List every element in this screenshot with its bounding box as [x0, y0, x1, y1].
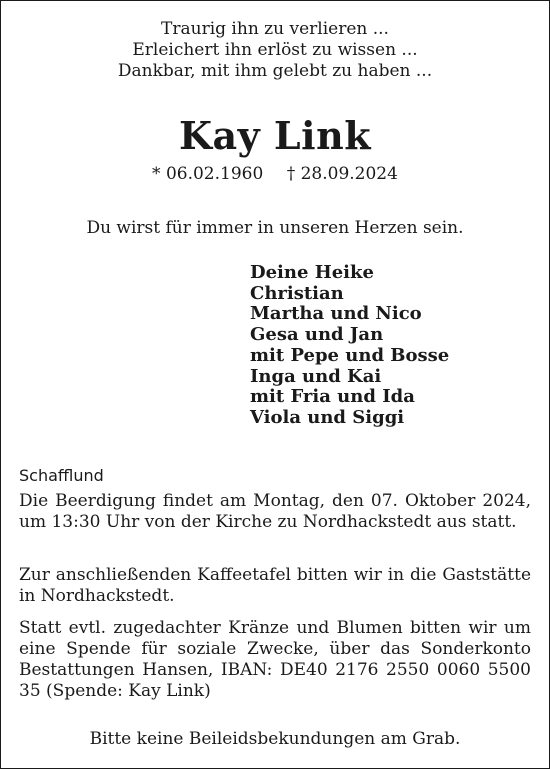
deceased-name: Kay Link — [178, 113, 372, 158]
mourners-list — [250, 263, 449, 429]
mourner: Viola und Siggi — [250, 406, 405, 428]
closing-note: Bitte keine Beileidsbekundungen am Grab. — [89, 729, 461, 749]
motto: Du wirst für immer in unseren Herzen sein. — [86, 218, 464, 238]
funeral-paragraph: Die Beerdigung findet am Montag, den 07. Oktober 2024, um 13:30 Uhr von der Kirche zu Nordhackstedt aus statt. — [19, 491, 531, 532]
birth-date: * 06.02.1960 — [152, 164, 264, 184]
mourner: mit Fria und Ida — [250, 386, 415, 408]
reception-paragraph: Zur anschließenden Kaffeetafel bitten wir in die Gaststätte in Nordhackstedt. — [19, 565, 531, 606]
life-dates — [1, 163, 549, 185]
poem-line: Erleichert ihn erlöst zu wissen ... — [132, 40, 418, 60]
poem-line: Dankbar, mit ihm gelebt zu haben ... — [117, 61, 433, 81]
mourner: Deine Heike — [250, 262, 374, 283]
death-date: † 28.09.2024 — [286, 164, 398, 184]
place: Schafflund — [19, 466, 104, 485]
donation-paragraph: Statt evtl. zugedachter Kränze und Blumen bitten wir um eine Spende für soziale Zwecke, über das Sonderkonto Bestattungen Hansen, IBAN: DE40 2176 2550 0060 5500 35 (Spende: Kay Link) — [19, 618, 531, 701]
mourner: Gesa und Jan — [250, 324, 384, 346]
poem — [1, 19, 549, 82]
mourner: mit Pepe und Bosse — [250, 344, 450, 366]
mourner: Christian — [250, 282, 344, 304]
mourner: Martha und Nico — [250, 303, 422, 325]
mourner: Inga und Kai — [250, 365, 382, 387]
poem-line: Traurig ihn zu verlieren ... — [161, 19, 389, 39]
